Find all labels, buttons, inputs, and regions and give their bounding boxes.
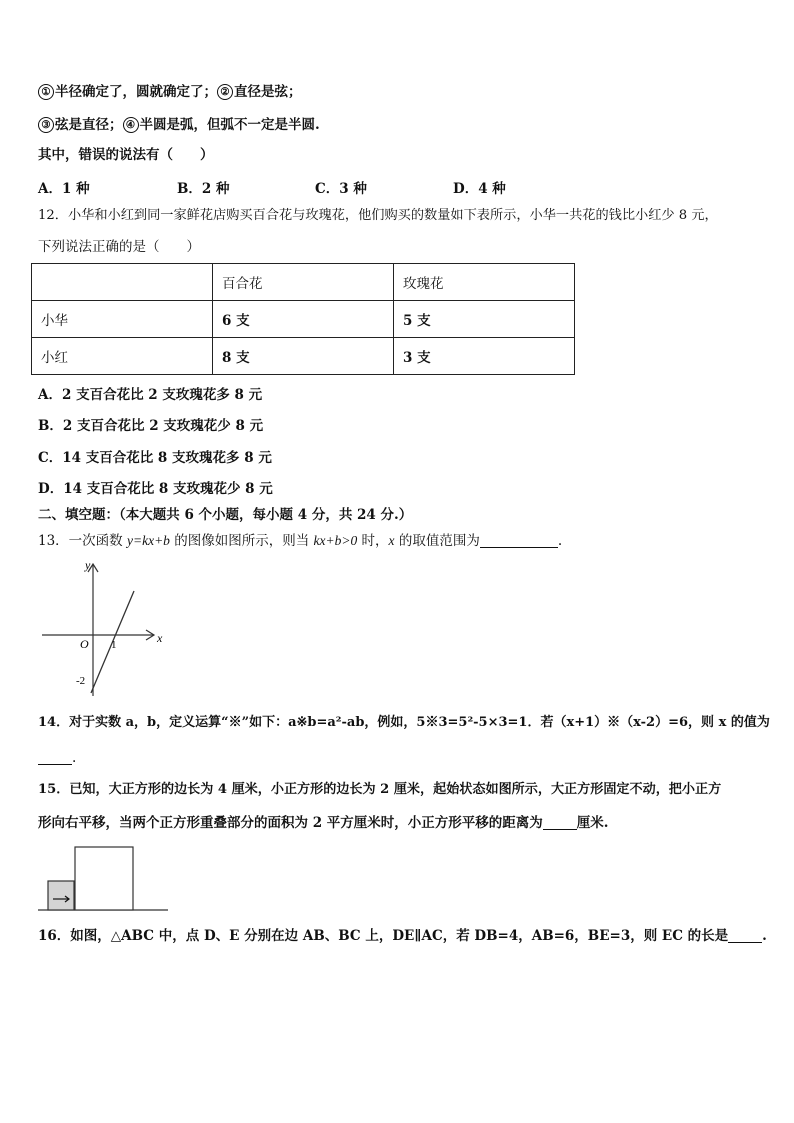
y-intercept-label: -2: [76, 675, 86, 687]
x-axis-label: x: [157, 631, 163, 645]
q12-stem-line-2: 下列说法正确的是（ ）: [38, 239, 200, 255]
q13-text: 13．一次函数: [38, 533, 127, 549]
answer-blank: [543, 815, 577, 830]
q13-function: y=kx+b: [126, 533, 170, 548]
q14-stem: 14．对于实数 a，b，定义运算“※”如下：a※b=a²-ab，例如，5※3=5²-5×3=1．若（x+1）※（x-2）=6，则 x 的值为: [38, 715, 770, 730]
table-cell: 小华: [32, 301, 213, 338]
q15-text: 形向右平移，当两个正方形重叠部分的面积为 2 平方厘米时，小正方形平移的距离为: [38, 815, 543, 831]
q13-text: .: [557, 533, 563, 549]
origin-label: O: [80, 637, 89, 651]
q16-stem: [38, 927, 767, 945]
q15-text: 厘米.: [576, 815, 609, 831]
table-cell: 5 支: [394, 301, 575, 338]
q15-stem-line-1: 15．已知，大正方形的边长为 4 厘米，小正方形的边长为 2 厘米，起始状态如图所示，大正方形固定不动，把小正方: [38, 782, 722, 797]
q16-text: .: [762, 928, 767, 944]
table-header-cell: 百合花: [213, 264, 394, 301]
table-header-row: [32, 264, 575, 301]
q15-squares-figure: [36, 844, 170, 914]
q11-statement-2: 直径是弦；: [234, 84, 302, 100]
q11-statement-line-1: [38, 83, 302, 101]
q11-stem: 其中，错误的说法有（ ）: [38, 147, 214, 163]
q14-text: .: [72, 750, 77, 766]
q11-option-a: A．1 种: [38, 181, 90, 197]
table-cell: 小红: [32, 338, 213, 375]
q13-text: 的取值范围为: [394, 533, 480, 549]
table-header-cell: 玫瑰花: [394, 264, 575, 301]
q12-option-c: C．14 支百合花比 8 支玫瑰花多 8 元: [38, 450, 272, 466]
q11-statement-1: 半径确定了，圆就确定了；: [55, 84, 217, 100]
q11-option-d: D．4 种: [453, 181, 506, 197]
q16-text: 16．如图，△ABC 中，点 D、E 分别在边 AB、BC 上，DE∥AC，若 DB=4，AB=6，BE=3，则 EC 的长是: [38, 928, 729, 944]
q12-option-d: D．14 支百合花比 8 支玫瑰花少 8 元: [38, 481, 273, 497]
y-axis-label: y: [85, 558, 91, 572]
table-cell: 6 支: [213, 301, 394, 338]
circled-number-1: ①: [38, 84, 54, 100]
table-cell: 3 支: [394, 338, 575, 375]
circled-number-2: ②: [217, 84, 233, 100]
q11-statement-line-2: [38, 116, 320, 134]
large-square: [75, 847, 133, 910]
section-heading-fill-in: 二、填空题：（本大题共 6 个小题，每小题 4 分，共 24 分.）: [38, 507, 413, 523]
q13-stem: [38, 532, 562, 550]
q13-line-graph: [36, 556, 176, 698]
q11-statement-4: 半圆是弧，但弧不一定是半圆.: [139, 117, 320, 133]
circled-number-3: ③: [38, 117, 54, 133]
answer-blank: [728, 928, 762, 943]
circled-number-4: ④: [123, 117, 139, 133]
q13-variable: x: [388, 533, 395, 548]
q12-stem-line-1: 12．小华和小红到同一家鲜花店购买百合花与玫瑰花，他们购买的数量如下表所示，小华一共花的钱比小红少 8 元，: [38, 208, 718, 223]
q14-blank-line: [38, 749, 76, 767]
x-intercept-label: 1: [111, 639, 117, 651]
q13-text: 的图像如图所示，则当: [169, 533, 314, 549]
table-row: [32, 338, 575, 375]
q12-option-a: A．2 支百合花比 2 支玫瑰花多 8 元: [38, 387, 263, 403]
q13-condition: kx+b>0: [313, 533, 358, 548]
small-square: [48, 881, 74, 910]
q11-option-c: C．3 种: [315, 181, 367, 197]
table-row: [32, 301, 575, 338]
q12-option-b: B．2 支百合花比 2 支玫瑰花少 8 元: [38, 418, 264, 434]
answer-blank: [480, 533, 558, 548]
table-cell: 8 支: [213, 338, 394, 375]
q12-table: [31, 263, 575, 375]
q13-text: 时，: [357, 533, 389, 549]
q15-stem-line-2: [38, 814, 609, 832]
q11-statement-3: 弦是直径；: [55, 117, 123, 133]
q11-option-b: B．2 种: [177, 181, 230, 197]
answer-blank: [38, 750, 72, 765]
table-header-cell: [32, 264, 213, 301]
